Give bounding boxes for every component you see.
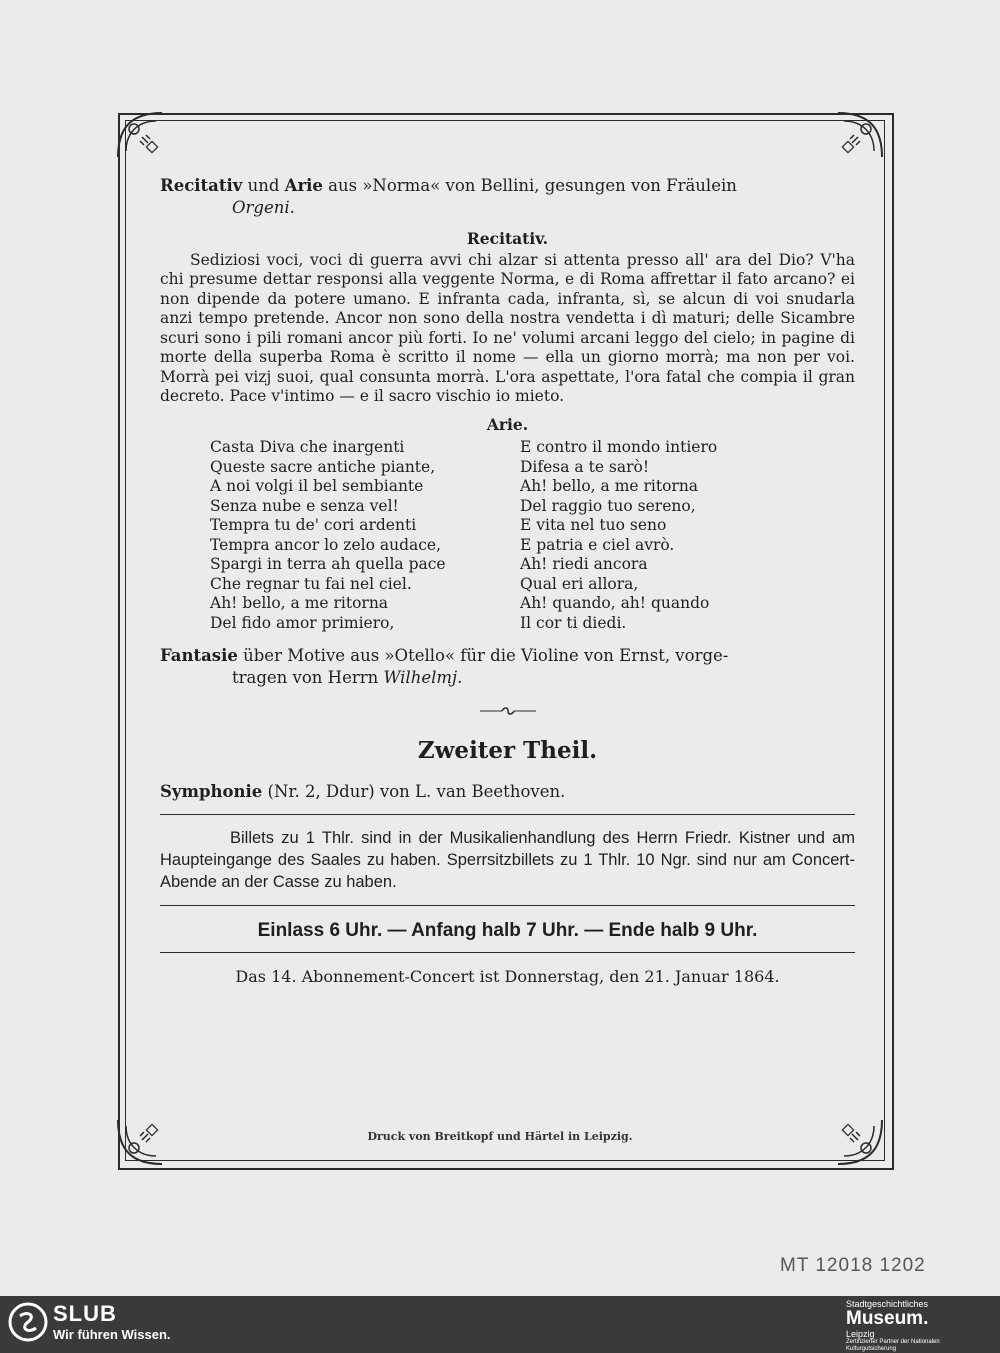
verse-line: Spargi in terra ah quella pace bbox=[210, 555, 446, 573]
verse-line: Il cor ti diedi. bbox=[520, 613, 627, 632]
corner-ornament-icon bbox=[828, 107, 888, 167]
billets-notice: Billets zu 1 Thlr. sind in der Musikalienhandlung des Herrn Friedr. Kistner und am Haupteingange des Saales zu haben. Sperrsitzbillets zu 1 Thlr. 10 Ngr. sind nur am Concert-Abende an der Casse zu haben. bbox=[160, 828, 855, 891]
verse-line: Ah! riedi ancora bbox=[520, 555, 648, 573]
verse-line: Del raggio tuo sereno, bbox=[520, 496, 696, 515]
program-content bbox=[160, 175, 855, 995]
fantasie-text: über Motive aus »Otello« für die Violine von Ernst, vorge- bbox=[237, 646, 729, 665]
recitativ-heading: Recitativ. bbox=[466, 229, 549, 248]
verse-line: Ah! bello, a me ritorna bbox=[210, 594, 389, 612]
symphonie-text: (Nr. 2, Ddur) von L. van Beethoven. bbox=[262, 782, 566, 801]
intro-bold-arie: Arie bbox=[284, 176, 323, 195]
verse-line: E vita nel tuo seno bbox=[520, 516, 667, 534]
slub-tagline: Wir führen Wissen. bbox=[53, 1327, 171, 1342]
slub-name[interactable]: SLUB bbox=[53, 1301, 117, 1326]
verse-line: E patria e ciel avrò. bbox=[520, 535, 675, 554]
verse-line: Ah! bello, a me ritorna bbox=[520, 477, 699, 495]
verse-line: Difesa a te sarò! bbox=[520, 457, 650, 476]
divider-rule bbox=[160, 952, 855, 953]
arie-right-column bbox=[520, 438, 850, 633]
next-concert-notice: Das 14. Abonnement-Concert ist Donnerstag, den 21. Januar 1864. bbox=[235, 967, 780, 986]
divider-rule bbox=[160, 814, 855, 815]
singer-name: Orgeni. bbox=[232, 198, 295, 217]
recitativ-intro bbox=[160, 175, 855, 219]
arie-left-column bbox=[160, 438, 520, 633]
verse-line: Senza nube e senza vel! bbox=[210, 496, 399, 515]
symphonie-bold: Symphonie bbox=[160, 782, 263, 801]
zweiter-theil-title: Zweiter Theil. bbox=[417, 736, 598, 764]
verse-line: Che regnar tu fai nel ciel. bbox=[210, 574, 412, 593]
verse-line: Del fido amor primiero, bbox=[210, 613, 395, 632]
printer-credit: Druck von Breitkopf und Härtel in Leipzig. bbox=[367, 1130, 633, 1143]
verse-line: Ah! quando, ah! quando bbox=[520, 594, 710, 612]
verse-line: Qual eri allora, bbox=[520, 574, 639, 593]
divider-rule bbox=[160, 905, 855, 906]
arie-verses bbox=[160, 438, 855, 633]
intro-bold-recitativ: Recitativ bbox=[160, 176, 243, 195]
museum-logo[interactable] bbox=[846, 1299, 986, 1353]
verse-line: Tempra tu de' cori ardenti bbox=[210, 516, 417, 534]
verse-line: Queste sacre antiche piante, bbox=[210, 457, 436, 476]
fantasie-bold: Fantasie bbox=[160, 646, 238, 665]
corner-ornament-icon bbox=[112, 107, 172, 167]
verse-line: Casta Diva che inargenti bbox=[210, 438, 405, 456]
museum-city: Leipzig bbox=[846, 1329, 875, 1339]
intro-text-2: aus »Norma« von Bellini, gesungen von Fräulein bbox=[322, 176, 737, 195]
arie-heading: Arie. bbox=[486, 414, 529, 434]
verse-line: A noi volgi il bel sembiante bbox=[210, 477, 424, 495]
recitativ-text: Sediziosi voci, voci di guerra avvi chi alzar si attenta presso all' ara del Dio? V'ha chi presume dettar responsi alla veggente Norma, e di Roma affrettar il fato arcano? ei non dipende da potere umano. E infranta cada, infranta, sì, se alcun di voi snudarla anzi tempo pretende. Ancor non sono della nostra vendetta i dì maturi; delle Sicambre scuri sono i pili romani ancor più forti. Io ne' volumi arcani leggo del cielo; in pagine di morte della superba Roma è scritto il nome — ella un giorno morrà; ma non per voi. Morrà pei vizj suoi, qual consunta morrà. L'ora aspettate, l'ora fatal che compia il gran decreto. Pace v'intimo — e il sacro vischio io mieto. bbox=[160, 250, 855, 405]
verse-line: Tempra ancor lo zelo audace, bbox=[210, 535, 442, 554]
fantasie-text-2: tragen von Herrn bbox=[232, 668, 384, 687]
intro-text-1: und bbox=[242, 176, 285, 195]
shelfmark: MT 12018 1202 bbox=[780, 1255, 926, 1276]
museum-name: Museum. bbox=[846, 1308, 929, 1329]
symphonie-entry bbox=[160, 782, 855, 802]
slub-logo-icon[interactable] bbox=[8, 1302, 48, 1342]
performer-name: Wilhelmj. bbox=[383, 668, 463, 687]
library-footer-bar bbox=[0, 1296, 1000, 1352]
museum-top-label: Stadtgeschichtliches bbox=[846, 1299, 929, 1309]
swirl-divider-icon bbox=[160, 703, 855, 723]
fantasie-entry bbox=[160, 645, 855, 689]
einlass-times: Einlass 6 Uhr. — Anfang halb 7 Uhr. — Ende halb 9 Uhr. bbox=[257, 919, 758, 941]
verse-line: E contro il mondo intiero bbox=[520, 438, 718, 456]
museum-note: Zertifizierter Partner der Nationalen Kulturgutsicherung bbox=[846, 1339, 940, 1352]
